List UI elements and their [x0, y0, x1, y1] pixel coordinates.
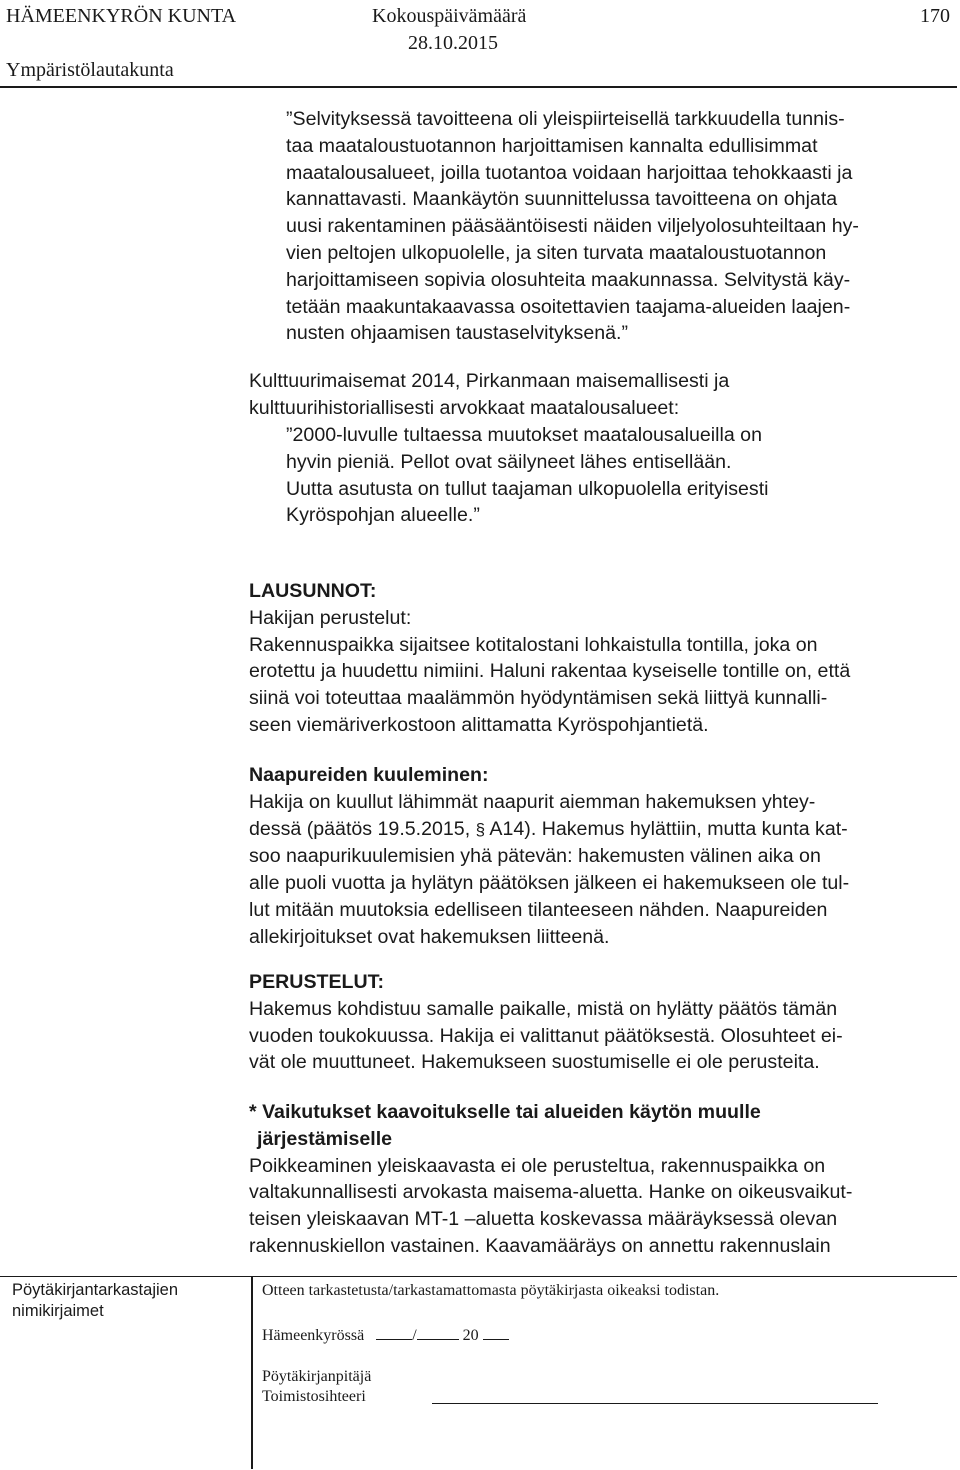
meeting-date: 28.10.2015 [408, 32, 498, 54]
vaikutukset-section [249, 1099, 852, 1260]
section-heading: PERUSTELUT: [249, 971, 384, 993]
text-line: vuoden toukokuussa. Hakija ei valittanut päätöksestä. Olosuhteet ei- [249, 1024, 843, 1047]
kulttuurimaisemat-intro [249, 368, 729, 422]
text-line: Uutta asutusta on tullut taajaman ulkopuolella erityisesti [286, 477, 769, 500]
section-heading: LAUSUNNOT: [249, 580, 377, 602]
year-prefix: 20 [462, 1327, 479, 1344]
text-line: ”Selvityksessä tavoitteena oli yleispiirteisellä tarkkuudella tunnis- [286, 108, 845, 130]
page-number: 170 [920, 5, 950, 27]
text-line: Hakija on kuullut lähimmät naapurit aiemman hakemuksen yhtey- [249, 790, 816, 813]
secretary-label: Pöytäkirjanpitäjä [262, 1368, 372, 1385]
text-line: harjoittamiseen sopivia olosuhteita maakunnassa. Selvitystä käy- [286, 268, 851, 291]
text-line: hyvin pieniä. Pellot ovat säilyneet lähes entisellään. [286, 450, 732, 473]
text-line: tetään maakuntakaavassa osoitettavien taajama-alueiden laajen- [286, 295, 851, 318]
text-line [249, 816, 849, 844]
section-subheading: Hakijan perustelut: [249, 606, 412, 629]
text-line: soo naapurikuulemisien yhä pätevän: hakemusten välinen aika on [249, 845, 821, 868]
place-name: Hämeenkyrössä [262, 1327, 365, 1344]
text-line: Pöytäkirjantarkastajien [12, 1281, 178, 1299]
text-line: teisen yleiskaavan MT-1 –aluetta koskevassa määräyksessä olevan [249, 1208, 838, 1231]
reviewer-initials-label [12, 1280, 178, 1322]
secretary-title: Toimistosihteeri [262, 1388, 366, 1405]
signing-place-date [262, 1323, 509, 1346]
text-line: maatalousalueet, joilla tuotantoa voidaan harjoittaa tehokkaasti ja [286, 161, 853, 184]
text-line: vien peltojen ulkopuolelle, ja siten turvata maataloustuotannon [286, 241, 827, 264]
month-blank[interactable] [417, 1323, 459, 1340]
text-line: valtakunnallisesti arvokasta maisema-aluetta. Hanke on oikeusvaikut- [249, 1181, 853, 1204]
text-line: Kyröspohjan alueelle.” [286, 504, 480, 527]
text-segment: A14). Hakemus hylättiin, mutta kunta kat- [485, 817, 848, 840]
text-line: rakennuskiellon vastainen. Kaavamääräys on annettu rakennuslain [249, 1234, 831, 1257]
section-heading: Naapureiden kuuleminen: [249, 764, 489, 786]
text-line: Hakemus kohdistuu samalle paikalle, mistä on hylätty päätös tämän [249, 997, 838, 1020]
selvitys-quote [286, 106, 859, 347]
kulttuurimaisemat-quote [286, 422, 769, 529]
certification-text: Otteen tarkastetusta/tarkastamattomasta pöytäkirjasta oikeaksi todistan. [262, 1282, 720, 1299]
date-slash: / [412, 1327, 417, 1344]
text-line: taa maataloustuotannon harjoittamisen kannalta edullisimmat [286, 134, 818, 157]
day-blank[interactable] [376, 1323, 412, 1340]
section-sign: § [475, 819, 486, 839]
text-line: ”2000-luvulle tultaessa muutokset maatalousalueilla on [286, 424, 762, 446]
section-heading-cont: järjestämiselle [257, 1127, 393, 1150]
text-line: allekirjoitukset ovat hakemuksen liitteenä. [249, 925, 610, 948]
text-line: Poikkeaminen yleiskaavasta ei ole perusteltua, rakennuspaikka on [249, 1154, 826, 1177]
board-name: Ympäristölautakunta [6, 59, 174, 81]
municipality-name: HÄMEENKYRÖN KUNTA [6, 5, 237, 27]
text-line: kannattavasti. Maankäytön suunnittelussa tavoitteena on ohjata [286, 188, 838, 211]
lausunnot-section [249, 578, 850, 739]
text-line: alle puoli vuotta ja hylätyn päätöksen jälkeen ei hakemukseen ole tul- [249, 872, 850, 895]
text-line: uusi rakentaminen pääsääntöisesti näiden viljelyolosuhteiltaan hy- [286, 215, 859, 238]
text-line: nusten ohjaamisen taustaselvityksenä.” [286, 322, 628, 345]
text-line: siinä voi toteuttaa maalämmön hyödyntämisen sekä liittyä kunnalli- [249, 687, 828, 710]
section-heading: * Vaikutukset kaavoitukselle tai alueiden käytön muulle [249, 1101, 761, 1123]
signature-line[interactable] [432, 1403, 878, 1404]
text-line: nimikirjaimet [12, 1302, 104, 1320]
perustelut-section [249, 969, 843, 1076]
secretary-block [262, 1367, 371, 1407]
text-line: kulttuurihistoriallisesti arvokkaat maatalousalueet: [249, 396, 680, 419]
naapurit-section [249, 762, 849, 951]
text-line: seen viemäriverkostoon alittamatta Kyröspohjantietä. [249, 713, 709, 736]
text-line: lut mitään muutoksia edelliseen tilanteeseen nähden. Naapureiden [249, 898, 828, 921]
text-line: erotettu ja huudettu nimiini. Haluni rakentaa kyseiselle tontille on, että [249, 660, 851, 683]
text-line: Kulttuurimaisemat 2014, Pirkanmaan maisemallisesti ja [249, 370, 730, 392]
text-line: vät ole muuttuneet. Hakemukseen suostumiselle ei ole perusteita. [249, 1051, 820, 1074]
year-blank[interactable] [483, 1323, 509, 1340]
text-segment: dessä (päätös 19.5.2015, [249, 817, 476, 840]
meeting-date-label: Kokouspäivämäärä [372, 5, 527, 27]
text-line: Rakennuspaikka sijaitsee kotitalostani lohkaistulla tontilla, joka on [249, 633, 818, 656]
footer-divider [251, 1276, 253, 1469]
header-divider [0, 86, 957, 88]
